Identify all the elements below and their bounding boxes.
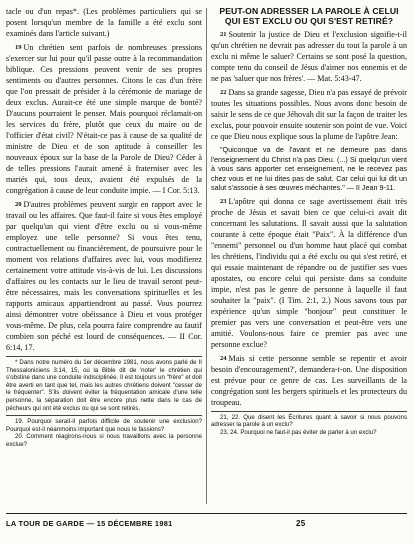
column-divider — [206, 8, 207, 504]
paragraph-number: 19 — [15, 44, 22, 51]
paragraph-number: 20 — [15, 201, 22, 208]
footer-rule — [6, 513, 407, 514]
paragraph-23 — [211, 196, 407, 350]
left-column — [6, 6, 202, 449]
paragraph-22 — [211, 87, 407, 142]
paragraph-text: L'apôtre qui donna ce sage avertissement était très proche de Jésus et savait bien ce que celui-ci avait dit concernant les salutations. Il savait aussi que la salutation courante à cette époque était "Paix". À la différence d'un "ennemi" personnel ou d'un homme haut placé qui combat les chrétiens, l'individu qui a été exclu ou qui s'est retiré, et qui essaie maintenant de répandre ou de justifier ses vues apostates, ou encore celui qui persiste dans sa conduite impie, n'est pas le genre de personne à laquelle il faut souhaiter la "paix". (I Tim. 2:1, 2.) Nous savons tous par expérience qu'un simple "bonjour" peut constituer le premier pas vers une conversation et peut-être vers une amitié. Voulons-nous faire ce premier pas avec une personne exclue? — [211, 196, 407, 349]
paragraph-number: 22 — [220, 89, 227, 96]
paragraph-text: Mais si cette personne semble se repentir et avoir besoin d'encouragement?', demandera-t-on. Une disposition est prévue pour ce genre de cas. Les surveillants de la congrégation sont les bergers spirituels et les protecteurs du troupeau. — [211, 353, 407, 407]
paragraph-number: 21 — [220, 31, 227, 38]
study-question-19: 19. Pourquoi serait-il parfois difficile de soutenir une exclusion? Pourquoi est-il néanmoins important que nous le fassions? — [6, 418, 202, 433]
paragraph-21 — [211, 29, 407, 84]
magazine-title: LA TOUR DE GARDE — 15 DÉCEMBRE 1981 — [6, 519, 173, 528]
footnote: * Dans notre numéro du 1er décembre 1981, nous avons parlé de II Thessaloniciens 3:14, 15, où la Bible dit de 'noter' le chrétien qui s'obstine dans une conduite indisciplinée. Il est toujours un "frère" et doit être averti en tant que tel, mais les autres chrétiens doivent "cesser de le fréquenter". S'ils doivent éviter la fréquentation amicale d'une telle personne, la séparation doit être encore plus nette dans le cas de pécheurs qui ont été exclus ou qui se sont retirés. — [6, 359, 202, 412]
paragraph-text: Soutenir la justice de Dieu et l'exclusion signifie-t-il qu'un chrétien ne devrait pas adresser du tout la parole à un exclu ni même le saluer? Certains se sont posé la question, compte tenu du conseil de Jésus d'aimer nos ennemis et de ne pas 'saluer que nos frères'. — Mat. 5:43-47. — [211, 30, 407, 83]
paragraph-number: 23 — [220, 197, 227, 205]
study-question-23-24: 23, 24. Pourquoi ne faut-il pas éviter de parler à un exclu? — [220, 428, 377, 436]
paragraph-text: D'autres problèmes peuvent surgir en rapport avec le travail ou les affaires. Que faut-il faire si vous êtes employé par quelqu'un qui vient d'être exclu ou si vous-même employez une telle personne? Si vous êtes tenu, contractuellement ou financièrement, de poursuivre pour le moment vos relations d'affaires avec lui, vous modifierez certainement votre attitude vis-à-vis de lui. Les discussions d'affaires ou les contacts sur le lieu de travail seront peut-être nécessaires, mais les conversations spirituelles et les rapports amicaux appartiendront au passé. Vous pourrez ainsi démontrer votre obéissance à Dieu et vous protéger vous-même. De plus, cela pourra faire comprendre au fautif combien son péché est lourd de conséquences. — II Cor. 6:14, 17. — [6, 200, 202, 352]
paragraph-20 — [6, 199, 202, 353]
right-column — [211, 6, 407, 436]
paragraph-19 — [6, 42, 202, 196]
scripture-quote: "Quiconque va de l'avant et ne demeure pas dans l'enseignement du Christ n'a pas Dieu. (...) Si quelqu'un vient à vous sans apporter cet enseignement, ne le recevez pas chez vous et ne lui dites pas de salut. Car celui qui lui dit un salut s'associe à ses œuvres méchantes." — II Jean 9-11. — [211, 145, 407, 192]
question-divider — [211, 411, 407, 412]
paragraph-continued: tacle ou d'un repas*. (Les problèmes particuliers qui se posent lorsqu'un membre de la famille a été exclu sont examinés dans l'article suivant.) — [6, 7, 202, 38]
study-question-21-22: 21, 22. Que disent les Écritures quant à savoir si nous pouvons adresser la parole à un exclu? — [211, 413, 407, 429]
paragraph-number: 24 — [220, 354, 227, 362]
paragraph-text: Dans sa grande sagesse, Dieu n'a pas essayé de prévoir toutes les situations possibles. Nous avons donc besoin de saisir le sens de ce que Jéhovah dit sur la façon de traiter les exclus, pour pouvoir ensuite soutenir son point de vue. Voici ce que Dieu nous explique sous la plume de l'apôtre Jean: — [211, 88, 407, 141]
question-divider — [6, 415, 202, 416]
footnote-divider — [6, 356, 202, 357]
paragraph-text: Un chrétien sent parfois de nombreuses pressions s'exercer sur lui pour qu'il passe outre à la recommandation biblique. Ces pressions peuvent venir de ses propres sentiments ou d'autres personnes. Citons le cas d'un frère que l'on pressait de présider à la cérémonie de mariage de deux exclus. Aurait-ce été une simple marque de bonté? D'aucuns pourraient le penser. Mais pourquoi réclamait-on les services du frère, plutôt que ceux du maire ou de l'officier d'état civil? N'était-ce pas à cause de sa qualité de ministre de Dieu et de son aptitude à conseiller les nouveaux époux sur la base de la Parole de Dieu? Céder à de telles pressions l'aurait amené à fraterniser avec les mariés qui, tous deux, avaient été expulsés de la congrégation à cause de leur conduite impie. — I Cor. 5:13. — [6, 43, 202, 195]
paragraph-24 — [211, 353, 407, 408]
study-question-20: 20. Comment réagirons-nous si nous travaillons avec la personne exclue? — [6, 433, 202, 448]
page-number: 25 — [296, 519, 306, 528]
section-heading: PEUT-ON ADRESSER LA PAROLE À CELUI QUI EST EXCLU OU QUI S'EST RETIRÉ? — [219, 6, 399, 26]
